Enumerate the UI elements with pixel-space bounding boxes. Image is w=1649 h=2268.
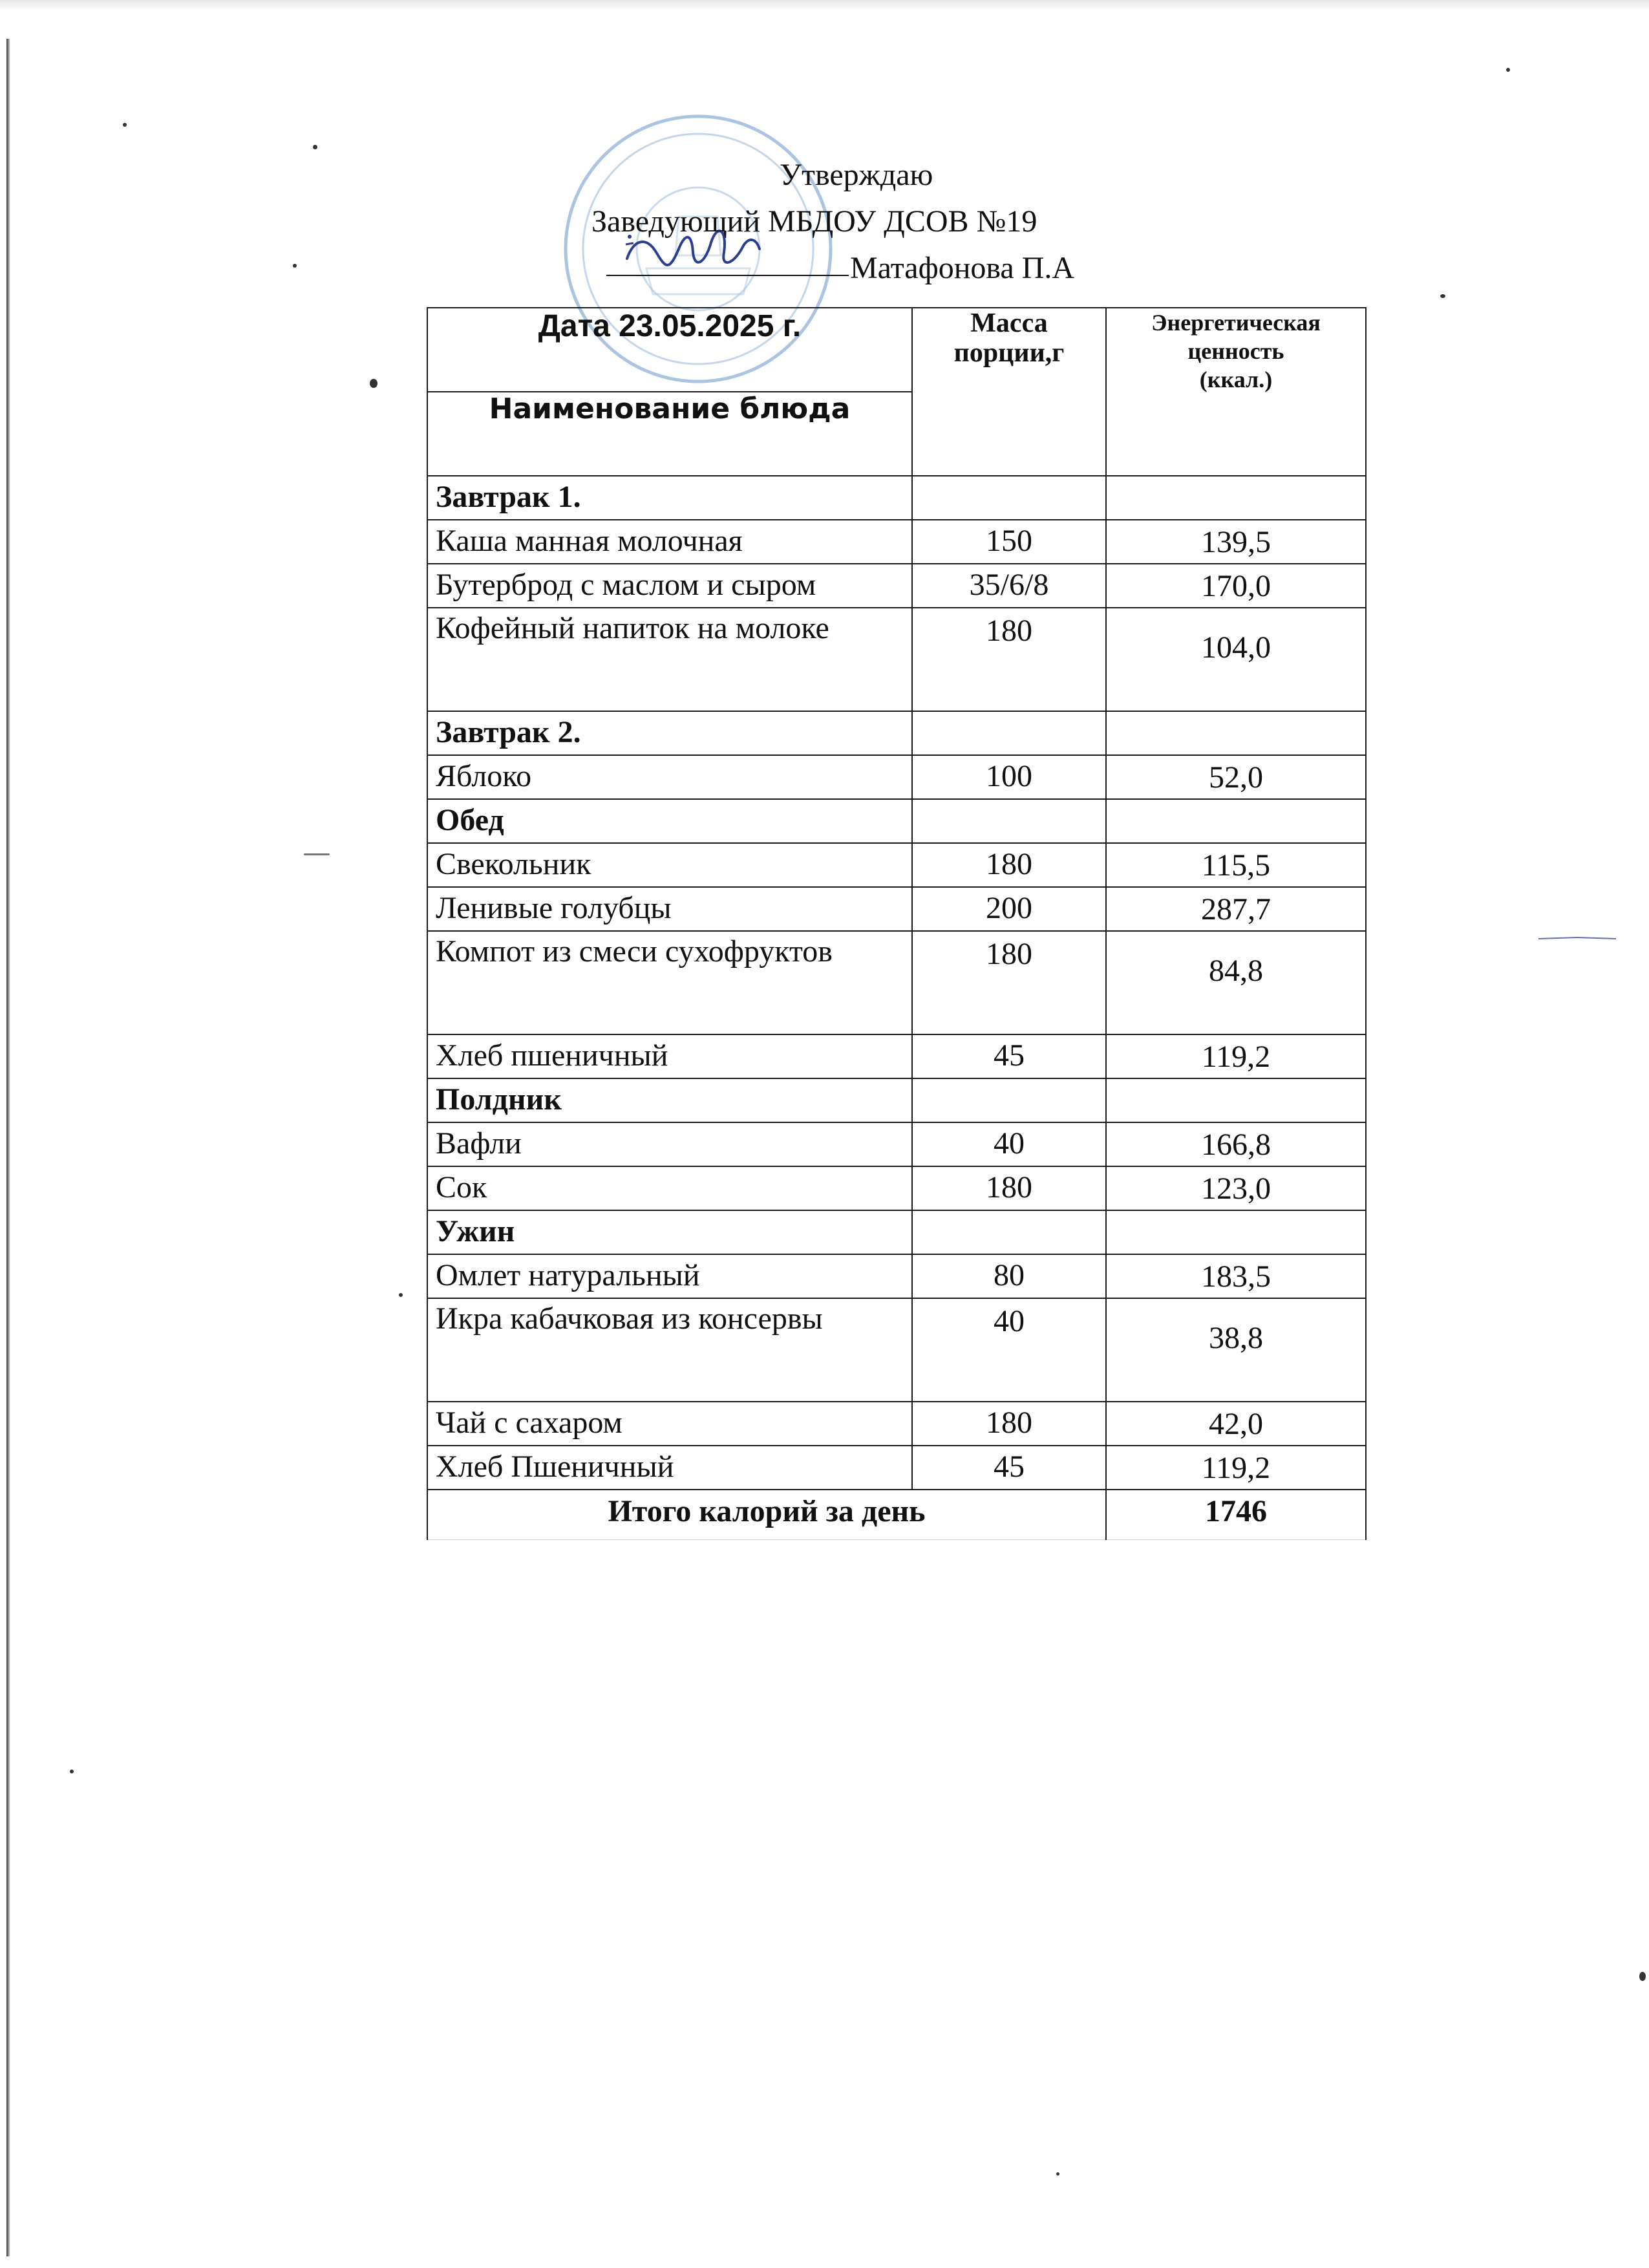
table-row bbox=[427, 1122, 1366, 1166]
portion-mass bbox=[912, 1078, 1106, 1122]
table-row bbox=[427, 755, 1366, 799]
dish-name: Икра кабачковая из консервы bbox=[427, 1298, 912, 1402]
portion-mass: 45 bbox=[912, 1034, 1106, 1078]
portion-mass bbox=[912, 1210, 1106, 1254]
portion-mass: 40 bbox=[912, 1122, 1106, 1166]
section-row bbox=[427, 1210, 1366, 1254]
energy-value bbox=[1106, 476, 1366, 520]
section-title: Обед bbox=[427, 799, 912, 843]
energy-value: 119,2 bbox=[1106, 1446, 1366, 1490]
date-header-text: Дата 23.05.2025 г. bbox=[538, 309, 802, 343]
approval-name: Матафонова П.А bbox=[850, 251, 1075, 285]
section-title: Полдник bbox=[427, 1078, 912, 1122]
table-row bbox=[427, 1446, 1366, 1490]
section-title: Завтрак 1. bbox=[427, 476, 912, 520]
portion-mass bbox=[912, 799, 1106, 843]
energy-value bbox=[1106, 1078, 1366, 1122]
scan-speck bbox=[70, 1770, 74, 1773]
portion-mass: 180 bbox=[912, 931, 1106, 1034]
scan-top-shadow bbox=[0, 0, 1649, 10]
portion-mass: 35/6/8 bbox=[912, 564, 1106, 608]
table-row bbox=[427, 1402, 1366, 1446]
section-row bbox=[427, 476, 1366, 520]
table-row bbox=[427, 1298, 1366, 1402]
energy-value bbox=[1106, 1210, 1366, 1254]
energy-header-line2: ценность bbox=[1187, 338, 1284, 364]
total-value: 1746 bbox=[1106, 1490, 1366, 1540]
scan-speck bbox=[1440, 294, 1445, 298]
mass-header bbox=[912, 308, 1106, 476]
portion-mass: 45 bbox=[912, 1446, 1106, 1490]
pen-mark bbox=[1538, 936, 1616, 940]
scan-speck bbox=[1056, 2172, 1059, 2176]
table-row bbox=[427, 564, 1366, 608]
energy-value: 42,0 bbox=[1106, 1402, 1366, 1446]
scan-speck bbox=[370, 379, 378, 388]
approval-title: Утверждаю bbox=[780, 158, 933, 192]
energy-value: 139,5 bbox=[1106, 520, 1366, 564]
approval-position: Заведующий МБДОУ ДСОВ №19 bbox=[591, 204, 1037, 239]
portion-mass: 80 bbox=[912, 1254, 1106, 1298]
dish-name: Ленивые голубцы bbox=[427, 887, 912, 931]
energy-value: 52,0 bbox=[1106, 755, 1366, 799]
scan-speck bbox=[1639, 1972, 1646, 1981]
dish-name-header bbox=[427, 392, 912, 476]
portion-mass bbox=[912, 711, 1106, 755]
table-row bbox=[427, 887, 1366, 931]
dish-name: Чай с сахаром bbox=[427, 1402, 912, 1446]
dish-name: Омлет натуральный bbox=[427, 1254, 912, 1298]
energy-value: 104,0 bbox=[1106, 608, 1366, 711]
menu-body bbox=[427, 476, 1366, 1490]
energy-value: 115,5 bbox=[1106, 843, 1366, 887]
table-row bbox=[427, 608, 1366, 711]
table-row bbox=[427, 1034, 1366, 1078]
table-row bbox=[427, 1166, 1366, 1210]
energy-value: 166,8 bbox=[1106, 1122, 1366, 1166]
table-row bbox=[427, 520, 1366, 564]
energy-header-line3: (ккал.) bbox=[1199, 367, 1273, 392]
energy-header-line1: Энергетическая bbox=[1151, 310, 1321, 336]
dish-name: Хлеб Пшеничный bbox=[427, 1446, 912, 1490]
portion-mass bbox=[912, 476, 1106, 520]
dish-name: Бутерброд с маслом и сыром bbox=[427, 564, 912, 608]
energy-header bbox=[1106, 308, 1366, 476]
energy-value: 287,7 bbox=[1106, 887, 1366, 931]
dish-name: Свекольник bbox=[427, 843, 912, 887]
dish-name: Вафли bbox=[427, 1122, 912, 1166]
energy-value: 123,0 bbox=[1106, 1166, 1366, 1210]
scan-speck bbox=[1506, 68, 1510, 72]
section-row bbox=[427, 799, 1366, 843]
dish-name: Кофейный напиток на молоке bbox=[427, 608, 912, 711]
total-row bbox=[427, 1490, 1366, 1540]
portion-mass: 180 bbox=[912, 1402, 1106, 1446]
dish-name: Каша манная молочная bbox=[427, 520, 912, 564]
date-header bbox=[427, 308, 912, 392]
mass-header-line2: порции,г bbox=[953, 338, 1065, 368]
mass-header-line1: Масса bbox=[970, 308, 1048, 338]
approval-block bbox=[556, 152, 1202, 294]
energy-value: 38,8 bbox=[1106, 1298, 1366, 1402]
section-title: Завтрак 2. bbox=[427, 711, 912, 755]
signature-line bbox=[606, 275, 849, 276]
scan-left-shadow bbox=[6, 39, 10, 2256]
energy-value bbox=[1106, 799, 1366, 843]
dish-name: Компот из смеси сухофруктов bbox=[427, 931, 912, 1034]
dish-name: Яблоко bbox=[427, 755, 912, 799]
table-row bbox=[427, 1254, 1366, 1298]
section-row bbox=[427, 711, 1366, 755]
dish-name-header-text: Наименование блюда bbox=[489, 392, 851, 425]
dish-name: Сок bbox=[427, 1166, 912, 1210]
portion-mass: 100 bbox=[912, 755, 1106, 799]
menu-table bbox=[427, 307, 1367, 1540]
section-title: Ужин bbox=[427, 1210, 912, 1254]
energy-value: 84,8 bbox=[1106, 931, 1366, 1034]
portion-mass: 150 bbox=[912, 520, 1106, 564]
energy-value: 119,2 bbox=[1106, 1034, 1366, 1078]
scan-speck bbox=[313, 145, 317, 149]
table-row bbox=[427, 843, 1366, 887]
section-row bbox=[427, 1078, 1366, 1122]
scan-speck bbox=[399, 1293, 403, 1297]
total-label: Итого калорий за день bbox=[427, 1490, 1106, 1540]
portion-mass: 40 bbox=[912, 1298, 1106, 1402]
portion-mass: 200 bbox=[912, 887, 1106, 931]
energy-value: 183,5 bbox=[1106, 1254, 1366, 1298]
scan-speck bbox=[123, 123, 127, 127]
dish-name: Хлеб пшеничный bbox=[427, 1034, 912, 1078]
energy-value bbox=[1106, 711, 1366, 755]
energy-value: 170,0 bbox=[1106, 564, 1366, 608]
portion-mass: 180 bbox=[912, 843, 1106, 887]
table-row bbox=[427, 931, 1366, 1034]
scan-speck bbox=[293, 264, 297, 268]
portion-mass: 180 bbox=[912, 608, 1106, 711]
scan-speck bbox=[304, 853, 330, 855]
portion-mass: 180 bbox=[912, 1166, 1106, 1210]
